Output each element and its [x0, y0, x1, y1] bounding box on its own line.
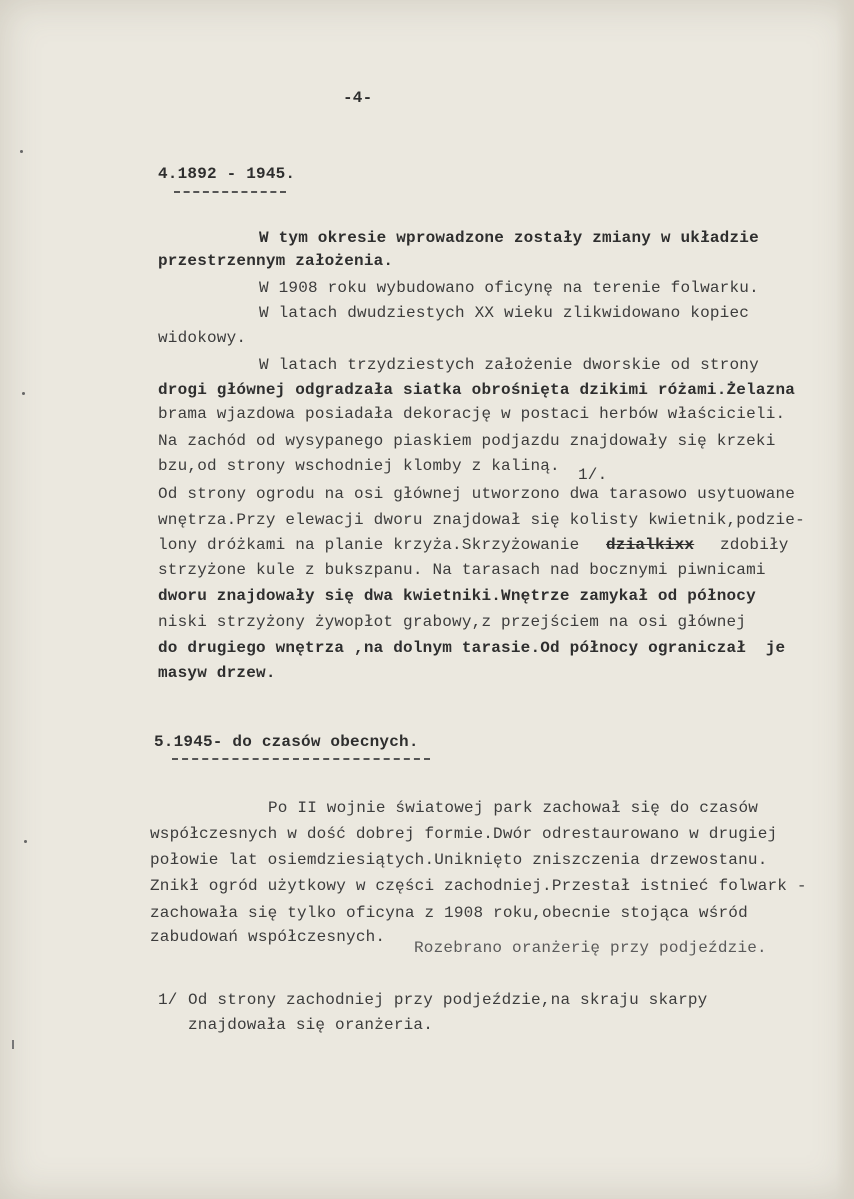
- paragraph-line: Rozebrano oranżerię przy podjeździe.: [414, 939, 767, 957]
- footnote-marker: 1/.: [578, 466, 608, 484]
- paragraph-line: brama wjazdowa posiadała dekorację w postaci herbów właścicieli.: [158, 405, 786, 423]
- paragraph-line: połowie lat osiemdziesiątych.Uniknięto zniszczenia drzewostanu.: [150, 851, 768, 869]
- paragraph-line: zachowała się tylko oficyna z 1908 roku,obecnie stojąca wśród: [150, 904, 748, 922]
- paragraph-line: zabudowań współczesnych.: [150, 928, 386, 946]
- paragraph-line: masyw drzew.: [158, 664, 276, 682]
- paragraph-line: strzyżone kule z bukszpanu. Na tarasach nad bocznymi piwnicami: [158, 561, 766, 579]
- footnote-line: znajdowała się oranżeria.: [188, 1016, 434, 1034]
- paragraph-line: Od strony ogrodu na osi głównej utworzono dwa tarasowo usytuowane: [158, 485, 796, 503]
- paragraph-line: W tym okresie wprowadzone zostały zmiany w układzie: [259, 229, 759, 247]
- paragraph-line: do drugiego wnętrza ,na dolnym tarasie.Od północy ograniczał je: [158, 639, 786, 657]
- paragraph-line: Znikł ogród użytkowy w części zachodniej.Przestał istnieć folwark -: [150, 877, 807, 895]
- paragraph-line: drogi głównej odgradzała siatka obrośnięta dzikimi różami.Żelazna: [158, 381, 796, 399]
- section-heading: 4.1892 - 1945.: [158, 165, 296, 183]
- page-number: -4-: [343, 89, 373, 107]
- paragraph-line: Na zachód od wysypanego piaskiem podjazdu znajdowały się krzeki: [158, 432, 776, 450]
- footnote-line: Od strony zachodniej przy podjeździe,na skraju skarpy: [188, 991, 708, 1009]
- paragraph-line: W latach trzydziestych założenie dworskie od strony: [259, 356, 759, 374]
- punch-mark: [12, 1040, 14, 1049]
- paragraph-line: W 1908 roku wybudowano oficynę na terenie folwarku.: [259, 279, 759, 297]
- paragraph-line: Po II wojnie światowej park zachował się do czasów: [268, 799, 759, 817]
- paragraph-line: przestrzennym założenia.: [158, 252, 394, 270]
- section-heading: 5.1945- do czasów obecnych.: [154, 733, 419, 751]
- paragraph-line: bzu,od strony wschodniej klomby z kaliną.: [158, 457, 560, 475]
- struck-out-word: dzialkixx: [606, 536, 695, 554]
- paragraph-line: wnętrza.Przy elewacji dworu znajdował się kolisty kwietnik,podzie-: [158, 511, 805, 529]
- paragraph-line: zdobiły: [720, 536, 789, 554]
- punch-mark: [24, 840, 27, 843]
- paragraph-line: W latach dwudziestych XX wieku zlikwidowano kopiec: [259, 304, 750, 322]
- heading-underline: [174, 191, 286, 193]
- paragraph-line: widokowy.: [158, 329, 247, 347]
- paragraph-line: niski strzyżony żywopłot grabowy,z przejściem na osi głównej: [158, 613, 747, 631]
- paragraph-line: lony dróżkami na planie krzyża.Skrzyżowanie: [158, 536, 580, 554]
- punch-mark: [20, 150, 23, 153]
- punch-mark: [22, 392, 25, 395]
- paragraph-line: współczesnych w dość dobrej formie.Dwór odrestaurowano w drugiej: [150, 825, 778, 843]
- page-edge-shadow: [836, 0, 854, 1199]
- paragraph-line: dworu znajdowały się dwa kwietniki.Wnętrze zamykał od północy: [158, 587, 756, 605]
- footnote-marker: 1/: [158, 991, 178, 1009]
- heading-underline: [172, 758, 430, 760]
